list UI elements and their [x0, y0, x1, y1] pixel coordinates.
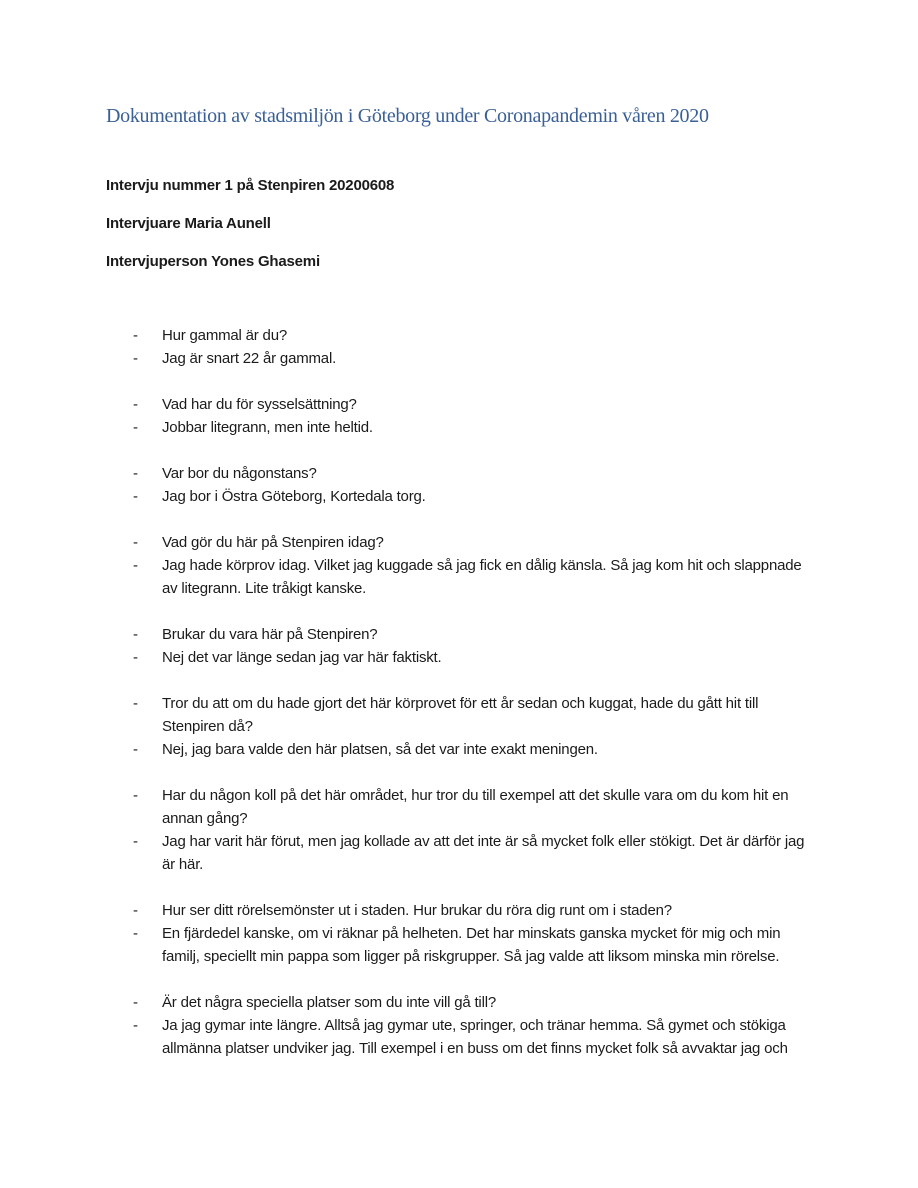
answer-row — [133, 416, 818, 439]
answer-text: Ja jag gymar inte längre. Alltså jag gymar ute, springer, och tränar hemma. Så gymet och stökiga allmänna platser undviker jag. Till exempel i en buss om det finns mycket folk så avvaktar jag och — [162, 1017, 788, 1057]
qa-pair — [133, 899, 818, 968]
question-row — [133, 462, 818, 485]
question-row — [133, 784, 818, 830]
question-text: Är det några speciella platser som du inte vill gå till? — [162, 994, 496, 1011]
list-dash-icon: - — [133, 488, 138, 505]
question-text: Vad gör du här på Stenpiren idag? — [162, 534, 384, 551]
list-dash-icon: - — [133, 534, 138, 551]
answer-text: Nej, jag bara valde den här platsen, så det var inte exakt meningen. — [162, 741, 598, 758]
answer-text: Jag har varit här förut, men jag kollade av att det inte är så mycket folk eller stökigt. Det är därför jag är här. — [162, 833, 805, 873]
question-text: Tror du att om du hade gjort det här körprovet för ett år sedan och kuggat, hade du gått hit till Stenpiren då? — [162, 695, 759, 735]
qa-pair — [133, 393, 818, 439]
list-dash-icon: - — [133, 787, 138, 804]
qa-pair — [133, 991, 818, 1060]
qa-pair — [133, 531, 818, 600]
list-dash-icon: - — [133, 419, 138, 436]
answer-text: En fjärdedel kanske, om vi räknar på helheten. Det har minskats ganska mycket för mig och min familj, speciellt min pappa som ligger på riskgrupper. Så jag valde att liksom minska min rörelse. — [162, 925, 781, 965]
meta-block — [106, 176, 818, 272]
qa-pair — [133, 784, 818, 876]
list-dash-icon: - — [133, 626, 138, 643]
question-row — [133, 991, 818, 1014]
question-row — [133, 899, 818, 922]
interviewee-line: Intervjuperson Yones Ghasemi — [106, 253, 320, 270]
qa-pair — [133, 692, 818, 761]
question-text: Hur gammal är du? — [162, 327, 287, 344]
question-row — [133, 623, 818, 646]
question-row — [133, 393, 818, 416]
answer-text: Jag bor i Östra Göteborg, Kortedala torg. — [162, 488, 426, 505]
qa-pair — [133, 324, 818, 370]
answer-text: Jobbar litegrann, men inte heltid. — [162, 419, 373, 436]
list-dash-icon: - — [133, 350, 138, 367]
question-text: Vad har du för sysselsättning? — [162, 396, 357, 413]
question-row — [133, 531, 818, 554]
document-title: Dokumentation av stadsmiljön i Göteborg under Coronapandemin våren 2020 — [106, 105, 709, 127]
list-dash-icon: - — [133, 695, 138, 712]
qa-list — [106, 324, 818, 1060]
answer-row — [133, 554, 818, 600]
question-text: Hur ser ditt rörelsemönster ut i staden. Hur brukar du röra dig runt om i staden? — [162, 902, 672, 919]
interview-header: Intervju nummer 1 på Stenpiren 20200608 — [106, 177, 395, 194]
question-row — [133, 324, 818, 347]
question-text: Var bor du någonstans? — [162, 465, 317, 482]
list-dash-icon: - — [133, 994, 138, 1011]
answer-row — [133, 347, 818, 370]
list-dash-icon: - — [133, 833, 138, 850]
answer-row — [133, 922, 818, 968]
answer-row — [133, 1014, 818, 1060]
list-dash-icon: - — [133, 396, 138, 413]
answer-row — [133, 646, 818, 669]
list-dash-icon: - — [133, 1017, 138, 1034]
interviewer-line: Intervjuare Maria Aunell — [106, 215, 271, 232]
answer-row — [133, 485, 818, 508]
list-dash-icon: - — [133, 327, 138, 344]
list-dash-icon: - — [133, 741, 138, 758]
answer-text: Jag hade körprov idag. Vilket jag kuggade så jag fick en dålig känsla. Så jag kom hit och slappnade av litegrann. Lite tråkigt kanske. — [162, 557, 802, 597]
list-dash-icon: - — [133, 902, 138, 919]
list-dash-icon: - — [133, 465, 138, 482]
list-dash-icon: - — [133, 557, 138, 574]
qa-pair — [133, 462, 818, 508]
answer-row — [133, 830, 818, 876]
answer-text: Jag är snart 22 år gammal. — [162, 350, 337, 367]
question-text: Brukar du vara här på Stenpiren? — [162, 626, 378, 643]
qa-pair — [133, 623, 818, 669]
list-dash-icon: - — [133, 649, 138, 666]
answer-row — [133, 738, 818, 761]
list-dash-icon: - — [133, 925, 138, 942]
question-row — [133, 692, 818, 738]
answer-text: Nej det var länge sedan jag var här faktiskt. — [162, 649, 442, 666]
question-text: Har du någon koll på det här området, hur tror du till exempel att det skulle vara om du kom hit en annan gång? — [162, 787, 789, 827]
